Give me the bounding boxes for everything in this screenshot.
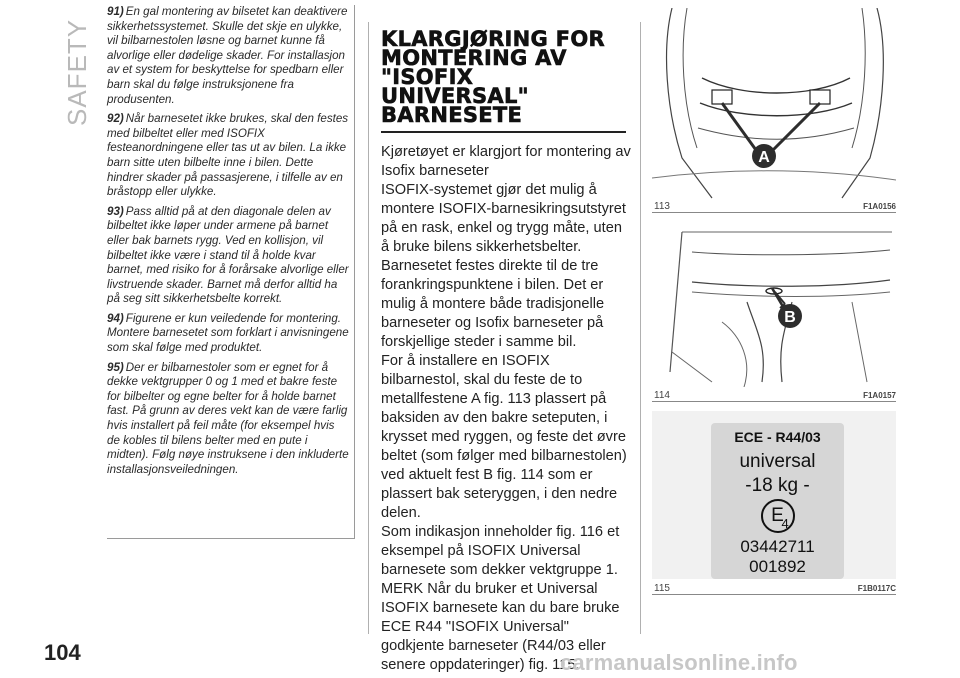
warning-text: En gal montering av bilsetet kan deaktivere sikkerhetssystemet. Skulle det skje en ulykke, vil bilbarnestolen løsne og barnet kunne få alvorlige eller dødelige skader. For installasjon av et system for beskyttelse for spedbarn eller barn skal du følge instruksjonene fra produsenten. (107, 5, 348, 106)
section-tab-label: SAFETY (62, 18, 92, 126)
ece-category: universal (739, 451, 816, 472)
ece-standard: ECE - R44/03 (734, 429, 821, 445)
ece-approval-number: 03442711 (740, 537, 815, 556)
warning-text: Figurene er kun veiledende for montering. Montere barnesetet som forklart i anvisningene som skal følge med produktet. (107, 311, 349, 355)
heading-underline (381, 131, 626, 133)
figure-114-caption (652, 390, 896, 404)
warning-item (107, 5, 350, 107)
body-paragraph: MERK Når du bruker et Universal ISOFIX barnesete kan du bare bruke ECE R44 "ISOFIX Universal" godkjente barneseter (R44/03 eller senere oppdateringer) fig. 115. (381, 581, 620, 673)
figure-code: F1A0156 (863, 202, 896, 211)
figure-code: F1B0117C (857, 584, 896, 593)
body-paragraph: For å installere en ISOFIX bilbarnestol, skal du feste de to metallfestene A fig. 113 plassert på baksiden av den bakre seteputen, i krysset med ryggen, og feste det øvre beltet (som følger med bilbarnestolen) ved aktuelt fest B fig. 114 som er plassert bak seteryggen, i den nedre delen. (381, 353, 627, 521)
figure-113-image (652, 8, 896, 200)
callout-b-label: B (784, 309, 796, 326)
figure-number: 114 (654, 390, 670, 401)
body-text (381, 143, 631, 675)
figure-code: F1A0157 (863, 391, 896, 400)
warning-number: 94) (107, 311, 124, 325)
warning-text: Pass alltid på at den diagonale delen av bilbeltet ikke løper under armene på barnet eller bak barnets rygg. Ved en kollisjon, vil bilbeltet ikke være i stand til å holde kvar barnet, med risiko for å forårsake alvorlige eller livstruende skader. Barnet må derfor alltid ha på seg sitt sikkerhetsbelte korrekt. (107, 204, 349, 306)
figure-115-image (652, 411, 896, 579)
seat-isofix-illustration (652, 8, 896, 200)
warning-number: 92) (107, 112, 124, 126)
warning-number: 93) (107, 204, 124, 218)
body-paragraph: Kjøretøyet er klargjort for montering av Isofix barneseter (381, 144, 631, 179)
section-tab (40, 18, 90, 128)
figure-113-caption (652, 201, 896, 215)
body-paragraph: Barnesetet festes direkte til de tre forankringspunktene i bilen. Det er mulig å montere både tradisjonelle barneseter og Isofix barneseter på forskjellige steder i samme bil. (381, 258, 605, 350)
callout-a-label: A (758, 149, 770, 166)
column-divider (640, 22, 641, 634)
figure-114-image (652, 222, 896, 387)
warning-number: 91) (107, 5, 124, 18)
watermark: carmanualsonline.info (560, 650, 798, 675)
figure-number: 115 (654, 583, 670, 594)
main-column (381, 27, 631, 675)
warning-text: Der er bilbarnestoler som er egnet for å dekke vektgrupper 0 og 1 med et bakre feste for bilbelter og egne belter for å holde barnet fast. På grunn av deres vekt kan de være farlig hvis installert på feil måte (for eksempel hvis de kobles til bilens belter med en pute i midten). Følg nøye instruksene i den inkluderte installasjonsveiledningen. (107, 360, 349, 476)
warning-item (107, 205, 350, 307)
warning-number: 95) (107, 360, 124, 374)
warning-text: Når barnesetet ikke brukes, skal den festes med bilbeltet eller med ISOFIX festeanordningene eller tas ut av bilen. La ikke barn sitte uten bilbelte inne i bilen. Dette hindrer skader på passasjerene, i tilfelle av en bråstopp eller ulykke. (107, 112, 349, 199)
warning-item (107, 112, 350, 200)
body-paragraph: ISOFIX-systemet gjør det mulig å montere ISOFIX-barnesikringsutstyret på en rask, enkel og trygg måte, uten å bruke bilens sikkerhetsbelter. (381, 182, 626, 255)
figure-115-caption (652, 583, 896, 597)
seat-tether-illustration (652, 222, 896, 387)
ece-serial-number: 001892 (749, 557, 806, 576)
warnings-column (107, 5, 355, 539)
e-mark-icon: E 4 (761, 499, 795, 533)
body-paragraph: Som indikasjon inneholder fig. 116 et eksempel på ISOFIX Universal barnesete som dekker vektgruppe 1. (381, 524, 620, 578)
warning-item (107, 312, 350, 356)
ece-approval-label (711, 423, 844, 579)
column-divider (368, 22, 369, 634)
section-heading: KLARGJØRING FOR MONTERING AV "ISOFIX UNIVERSAL" BARNESETE (381, 27, 605, 127)
figure-number: 113 (654, 201, 670, 212)
warning-item (107, 361, 350, 478)
ece-weight: -18 kg - (745, 475, 810, 496)
page-number: 104 (44, 640, 81, 665)
